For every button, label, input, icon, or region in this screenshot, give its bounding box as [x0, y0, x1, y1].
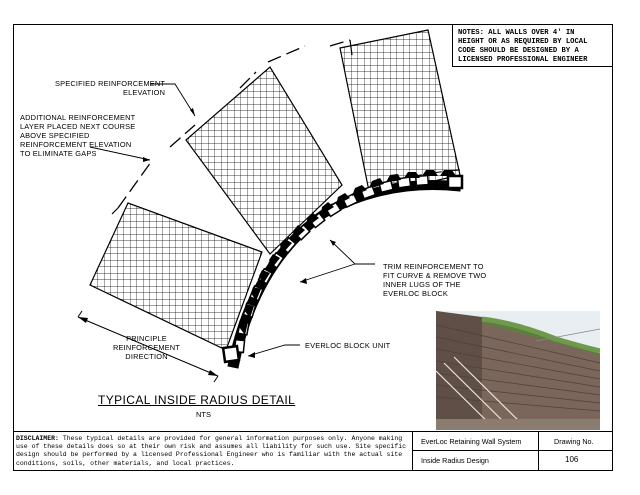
label-everloc-block-unit: EVERLOC BLOCK UNIT — [305, 341, 391, 350]
footer — [13, 431, 613, 471]
disclaimer-text: These typical details are provided for general information purposes only. Anyone making use of these details does so at their own risk and assumes all liability for such use. Site specific design should be performed by a licensed Professional Engineer who is familiar with the actual site conditions, soils, other materials, and local practices. — [16, 435, 407, 467]
page-title: TYPICAL INSIDE RADIUS DETAIL — [98, 393, 296, 407]
label-principle-direction: PRINCIPLE REINFORCEMENT DIRECTION — [113, 334, 181, 361]
disclaimer — [16, 435, 410, 468]
system-name: EverLoc Retaining Wall System — [421, 437, 522, 446]
drawing-no: 106 — [565, 455, 579, 464]
wall-photo — [436, 311, 600, 430]
title-block-drawing-number — [538, 432, 612, 470]
reinforcement-grid-panel-3 — [340, 30, 460, 196]
title-block-system — [412, 432, 538, 470]
page-subtitle: NTS — [196, 410, 211, 419]
design-name: Inside Radius Design — [421, 456, 489, 465]
drawing-no-label: Drawing No. — [554, 437, 594, 446]
label-trim-reinforcement: TRIM REINFORCEMENT TO FIT CURVE & REMOVE TWO INNER LUGS OF THE EVERLOC BLOCK — [383, 262, 487, 298]
label-additional-reinforcement: ADDITIONAL REINFORCEMENT LAYER PLACED NEXT COURSE ABOVE SPECIFIED REINFORCEMENT ELEVATION TO ELIMINATE GAPS — [20, 113, 136, 158]
notes-box: NOTES: ALL WALLS OVER 4' IN HEIGHT OR AS REQUIRED BY LOCAL CODE SHOULD BE DESIGNED BY A LICENSED PROFESSIONAL ENGINEER — [452, 25, 612, 67]
reinforcement-grid-panel-1 — [90, 203, 262, 350]
label-specified-reinforcement: SPECIFIED REINFORCEMENT ELEVATION — [55, 79, 166, 97]
disclaimer-label: DISCLAIMER: — [16, 435, 59, 442]
